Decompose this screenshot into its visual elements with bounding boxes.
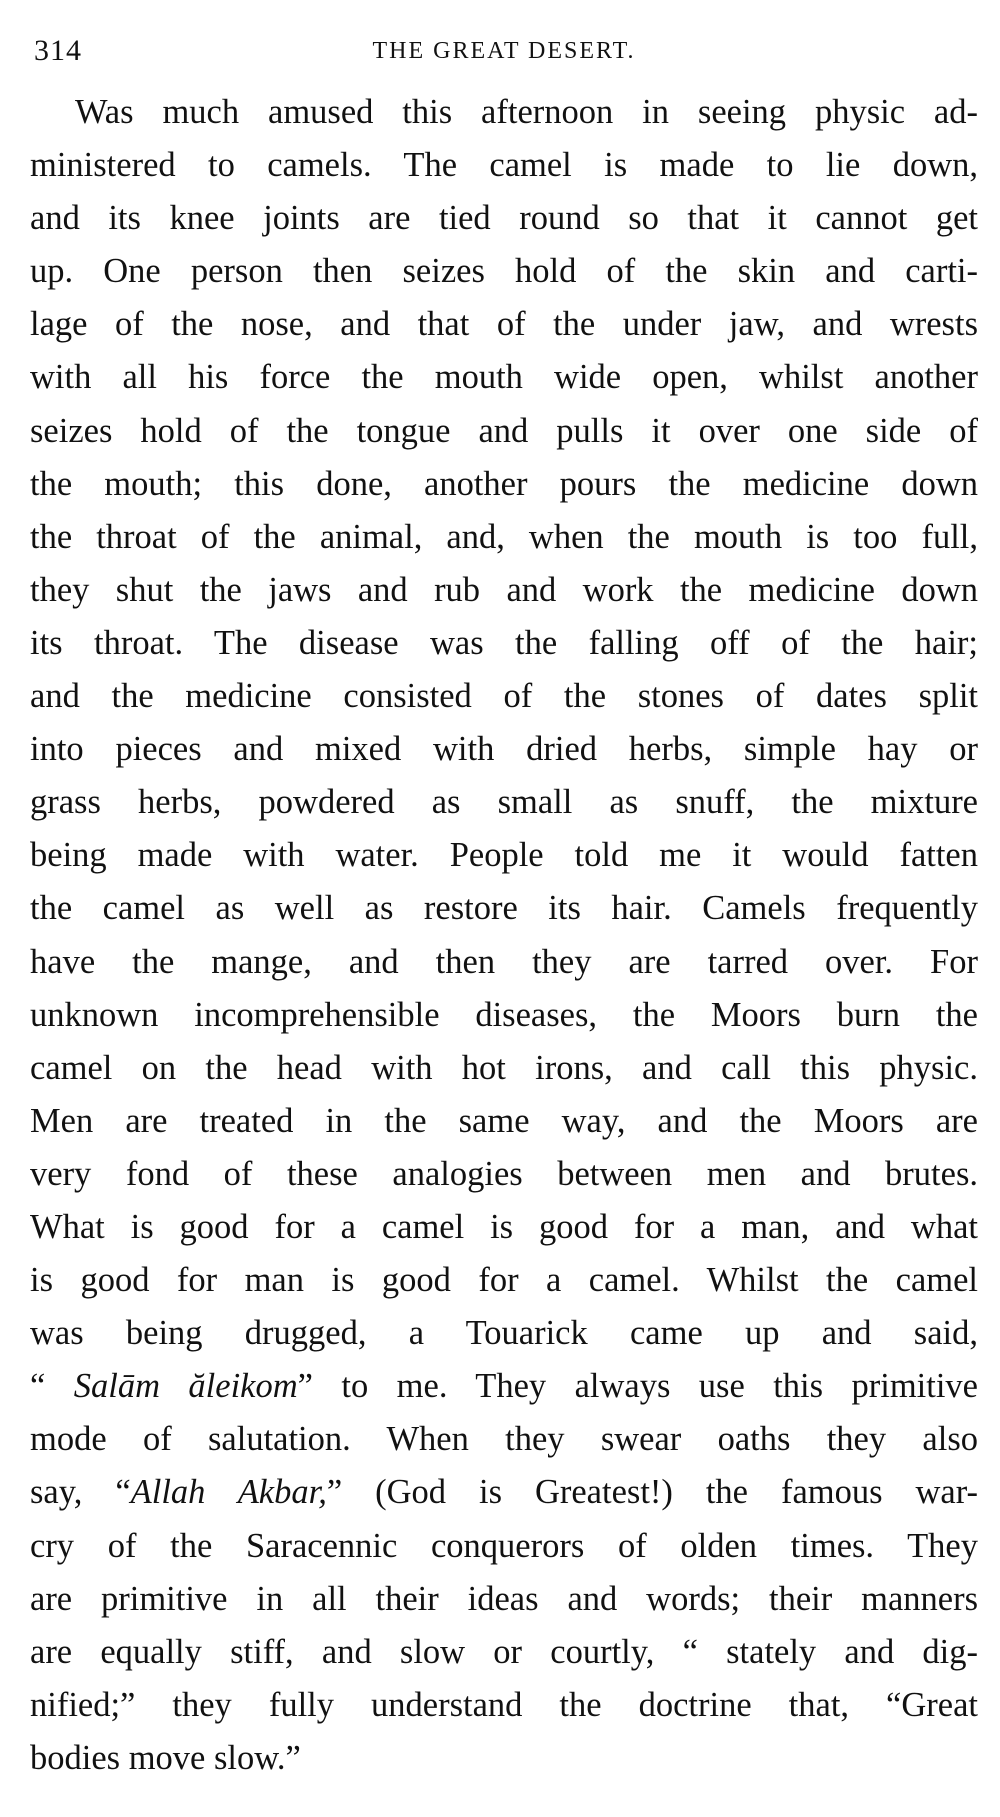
text-line: up. One person then seizes hold of the skin and carti- (30, 252, 978, 291)
text-line: the camel as well as restore its hair. Camels frequently (30, 889, 978, 928)
text-line-with-greeting (30, 1360, 978, 1413)
text-line: seizes hold of the tongue and pulls it over one side of (30, 411, 978, 450)
text-line: into pieces and mixed with dried herbs, simple hay or (30, 730, 978, 769)
page-header (30, 0, 978, 86)
text-line: the mouth; this done, another pours the medicine down (30, 464, 978, 503)
text-line: was being drugged, a Touarick came up and said, (30, 1314, 978, 1353)
text-line-with-war-cry (30, 1466, 978, 1519)
text-line: lage of the nose, and that of the under jaw, and wrests (30, 305, 978, 344)
text-line: What is good for a camel is good for a man, and what (30, 1207, 978, 1246)
text-line: the throat of the animal, and, when the mouth is too full, (30, 517, 978, 556)
text-line: very fond of these analogies between men and brutes. (30, 1154, 978, 1193)
text-line: with all his force the mouth wide open, whilst another (30, 358, 978, 397)
text-line: grass herbs, powdered as small as snuff, the mixture (30, 783, 978, 822)
line-start: say, “ (30, 1473, 131, 1512)
text-line: nified;” they fully understand the doctrine that, “Great (30, 1685, 978, 1724)
text-line: its throat. The disease was the falling off of the hair; (30, 623, 978, 662)
italic-war-cry: Allah Akbar, (130, 1473, 327, 1512)
page-number: 314 (34, 34, 82, 67)
running-title: THE GREAT DESERT. (372, 38, 636, 64)
open-quote: “ (30, 1367, 74, 1406)
text-line: unknown incomprehensible diseases, the Moors burn the (30, 995, 978, 1034)
text-line: and the medicine consisted of the stones of dates split (30, 677, 978, 716)
text-line-last: bodies move slow.” (30, 1738, 301, 1777)
text-line: camel on the head with hot irons, and call this physic. (30, 1048, 978, 1087)
body-paragraph (30, 86, 978, 1785)
text-line: being made with water. People told me it would fatten (30, 836, 978, 875)
text-line: cry of the Saracennic conquerors of olden times. They (30, 1526, 978, 1565)
text-line: have the mange, and then they are tarred over. For (30, 942, 978, 981)
text-line: and its knee joints are tied round so that it cannot get (30, 199, 978, 238)
italic-greeting: Salām ăleikom (73, 1367, 298, 1406)
text-line: they shut the jaws and rub and work the medicine down (30, 570, 978, 609)
text-line: ministered to camels. The camel is made to lie down, (30, 146, 978, 185)
line-remainder: ” (God is Greatest!) the famous war- (326, 1473, 978, 1512)
text-line: mode of salutation. When they swear oaths they also (30, 1420, 978, 1459)
line-remainder: ” to me. They always use this primitive (297, 1367, 978, 1406)
text-line: Was much amused this afternoon in seeing physic ad- (75, 93, 978, 131)
text-line: is good for man is good for a camel. Whilst the camel (30, 1261, 978, 1300)
text-line: are primitive in all their ideas and words; their manners (30, 1579, 978, 1618)
text-line: Men are treated in the same way, and the Moors are (30, 1101, 978, 1140)
text-line: are equally stiff, and slow or courtly, “ stately and dig- (30, 1632, 978, 1671)
